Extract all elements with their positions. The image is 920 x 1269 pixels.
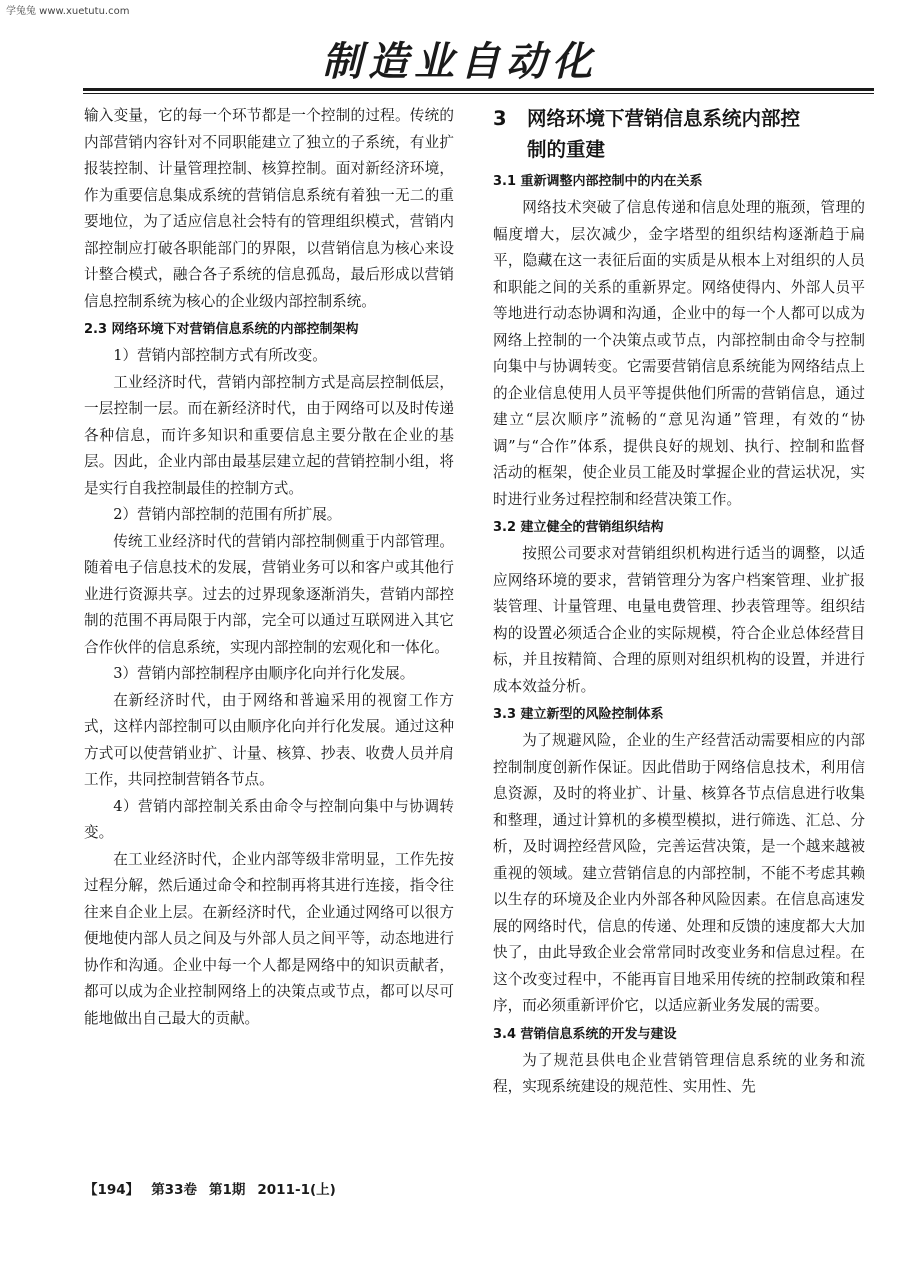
right-column bbox=[493, 103, 865, 1183]
volume-label: 第33卷 bbox=[151, 1182, 197, 1198]
paragraph-3-1: 网络技术突破了信息传递和信息处理的瓶颈，管理的幅度增大，层次减少，金字塔型的组织结构逐渐趋于扁平，隐藏在这一表征后面的实质是从根本上对组织的人员和职能之间的关系的重新界定。网络使得内、外部人员平等地进行动态协调和沟通，企业中的每一个人都可以成为网络上控制的一个决策点或节点，内部控制由命令与控制向集中与协调转变。它需要营销信息系统能为网络结点上的企业信息使用人员平等提供他们所需的营销信息，通过建立“层次顺序”流畅的“意见沟通”管理，有效的“协调”与“合作”体系，提供良好的规划、执行、控制和监督活动的框架，使企业员工能及时掌握企业的营运状况，实时进行业务过程控制和经营决策工作。 bbox=[493, 199, 865, 508]
page-number: 【194】 bbox=[84, 1182, 140, 1198]
list-item-3: 3）营销内部控制程序由顺序化向并行化发展。 bbox=[113, 665, 415, 682]
section-3-3-heading: 3.3 建立新型的风险控制体系 bbox=[493, 707, 664, 722]
paragraph-item-1: 工业经济时代，营销内部控制方式是高层控制低层，一层控制一层。而在新经济时代，由于网络可以及时传递各种信息，而许多知识和重要信息主要分散在企业的基层。因此，企业内部由最基层建立起的营销控制小组，将是实行自我控制最佳的控制方式。 bbox=[84, 373, 454, 497]
issue-label: 第1期 bbox=[208, 1182, 246, 1198]
list-item-2: 2）营销内部控制的范围有所扩展。 bbox=[113, 506, 342, 523]
paragraph-item-3: 在新经济时代，由于网络和普遍采用的视窗工作方式，这样内部控制可以由顺序化向并行化发展。通过这种方式可以使营销业扩、计量、核算、抄表、收费人员并肩工作，共同控制营销各节点。 bbox=[84, 691, 454, 788]
paragraph-item-2: 传统工业经济时代的营销内部控制侧重于内部管理。随着电子信息技术的发展，营销业务可以和客户或其他行业进行资源共享。过去的过界现象逐渐消失，营销内部控制的范围不再局限于内部，完全可以通过互联网进入其它合作伙伴的信息系统，实现内部控制的宏观化和一体化。 bbox=[84, 532, 454, 656]
header-rule-thin bbox=[83, 93, 874, 94]
watermark-text: 学兔兔 www.xuetutu.com bbox=[6, 6, 130, 17]
section-2-3-heading: 2.3 网络环境下对营销信息系统的内部控制架构 bbox=[84, 322, 359, 337]
section-3-1-heading: 3.1 重新调整内部控制中的内在关系 bbox=[493, 174, 703, 189]
section-3-2-heading: 3.2 建立健全的营销组织结构 bbox=[493, 520, 664, 535]
intro-paragraph: 输入变量，它的每一个环节都是一个控制的过程。传统的内部营销内容针对不同职能建立了独立的子系统，有业扩报装控制、计量管理控制、核算控制。面对新经济环境，作为重要信息集成系统的营销信息系统有着独一无二的重要地位，为了适应信息社会特有的管理组织模式，营销内部控制应打破各职能部门的界限，以营销信息为核心来设计整合模式，融合各子系统的信息孤岛，最后形成以营销信息控制系统为核心的企业级内部控制系统。 bbox=[84, 107, 454, 310]
date-label: 2011-1(上) bbox=[257, 1182, 336, 1198]
paragraph-3-4: 为了规范县供电企业营销管理信息系统的业务和流程，实现系统建设的规范性、实用性、先 bbox=[493, 1051, 865, 1095]
section-3-heading bbox=[493, 103, 865, 165]
section-3-title-line2: 制的重建 bbox=[527, 138, 606, 161]
list-item-4: 4）营销内部控制关系由命令与控制向集中与协调转变。 bbox=[84, 797, 454, 841]
section-3-number: 3 bbox=[493, 107, 507, 130]
paragraph-3-2: 按照公司要求对营销组织机构进行适当的调整，以适应网络环境的要求，营销管理分为客户档案管理、业扩报装管理、计量管理、电量电费管理、抄表管理等。组织结构的设置必须适合企业的实际规模，符合企业总体经营目标，并且按精简、合理的原则对组织机构的设置，并进行成本效益分析。 bbox=[493, 545, 865, 695]
header-rule bbox=[83, 88, 874, 91]
left-column bbox=[84, 103, 454, 1183]
section-3-4-heading: 3.4 营销信息系统的开发与建设 bbox=[493, 1026, 677, 1042]
page-footer bbox=[84, 1178, 348, 1198]
journal-title: 制造业自动化 bbox=[322, 39, 598, 85]
paragraph-item-4: 在工业经济时代，企业内部等级非常明显，工作先按过程分解，然后通过命令和控制再将其进行连接，指令往往来自企业上层。在新经济时代，企业通过网络可以很方便地使内部人员之间及与外部人员之间平等，动态地进行协作和沟通。企业中每一个人都是网络中的知识贡献者，都可以成为企业控制网络上的决策点或节点，都可以尽可能地做出自己最大的贡献。 bbox=[84, 850, 454, 1027]
paragraph-3-3: 为了规避风险，企业的生产经营活动需要相应的内部控制制度创新作保证。因此借助于网络信息技术，利用信息资源，及时的将业扩、计量、核算各节点信息进行收集和整理，通过计算机的多模型模拟，进行筛选、汇总、分析，及时调控经营风险，完善运营决策，是一个越来越被重视的领域。建立营销信息的内部控制，不能不考虑其赖以生存的环境及企业内外部各种风险因素。在信息高速发展的网络时代，信息的传递、处理和反馈的速度都大大加快了，由此导致企业会常常同时改变业务和信息过程。在这个改变过程中，不能再盲目地采用传统的控制政策和程序，而必须重新评价它，以适应新业务发展的需要。 bbox=[493, 732, 865, 1014]
section-3-title-line1: 网络环境下营销信息系统内部控 bbox=[527, 107, 801, 130]
list-item-1: 1）营销内部控制方式有所改变。 bbox=[113, 347, 327, 364]
